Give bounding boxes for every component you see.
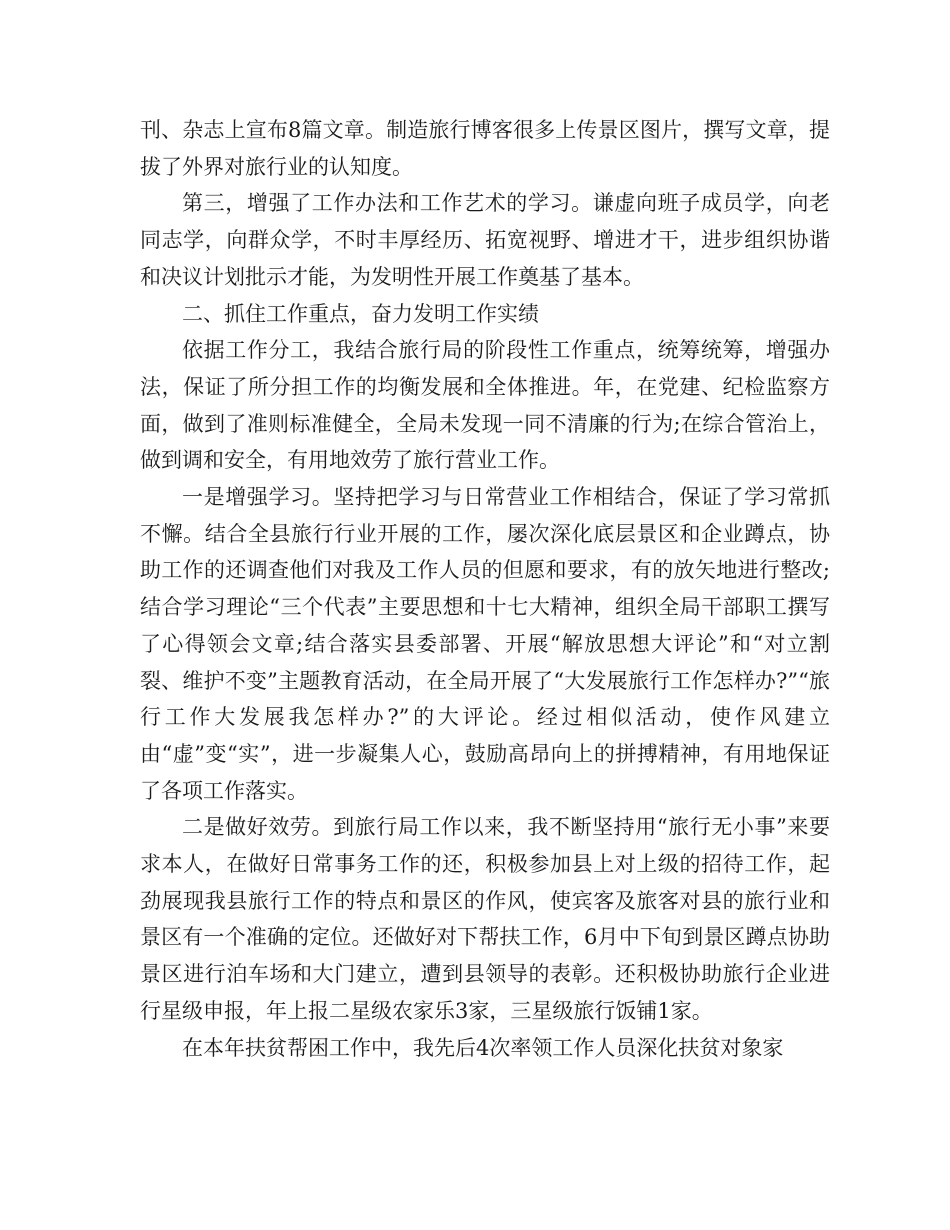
- paragraph-2: 第三，增强了工作办法和工作艺术的学习。谦虚向班子成员学，向老同志学，向群众学，不时丰厚经历、拓宽视野、增进才干，进步组织协谐和决议计划批示才能，为发明性开展工作奠基了基本。: [140, 191, 830, 289]
- document-body: [140, 112, 830, 1066]
- paragraph-4: 一是增强学习。坚持把学习与日常营业工作相结合，保证了学习常抓不懈。结合全县旅行行业开展的工作，屡次深化底层景区和企业蹲点，协助工作的还调查他们对我及工作人员的但愿和要求，有的放矢地进行整改;结合学习理论“三个代表”主要思想和十七大精神，组织全局干部职工撰写了心得领会文章;结合落实县委部署、开展“解放思想大评论”和“对立割裂、维护不变”主题教育活动，在全局开展了“大发展旅行工作怎样办?”“旅行工作大发展我怎样办?”的大评论。经过相似活动，使作风建立由“虚”变“实”，进一步凝集人心，鼓励高昂向上的拼搏精神，有用地保证了各项工作落实。: [140, 485, 830, 803]
- paragraph-3: 依据工作分工，我结合旅行局的阶段性工作重点，统筹统筹，增强办法，保证了所分担工作的均衡发展和全体推进。年，在党建、纪检监察方面，做到了准则标准健全，全局未发现一同不清廉的行为;在综合管治上，做到调和安全，有用地效劳了旅行营业工作。: [140, 338, 830, 473]
- section-heading: 二、抓住工作重点，奋力发明工作实绩: [182, 301, 539, 326]
- paragraph-1: 刊、杂志上宣布8篇文章。制造旅行博客很多上传景区图片，撰写文章，提拔了外界对旅行业的认知度。: [140, 118, 830, 179]
- paragraph-5: 二是做好效劳。到旅行局工作以来，我不断坚持用“旅行无小事”来要求本人，在做好日常事务工作的还，积极参加县上对上级的招待工作，起劲展现我县旅行工作的特点和景区的作风，使宾客及旅客对县的旅行业和景区有一个准确的定位。还做好对下帮扶工作，6月中下旬到景区蹲点协助景区进行泊车场和大门建立，遭到县领导的表彰。还积极协助旅行企业进行星级申报，年上报二星级农家乐3家，三星级旅行饭铺1家。: [140, 815, 830, 1023]
- paragraph-6: 在本年扶贫帮困工作中，我先后4次率领工作人员深化扶贫对象家: [182, 1035, 784, 1060]
